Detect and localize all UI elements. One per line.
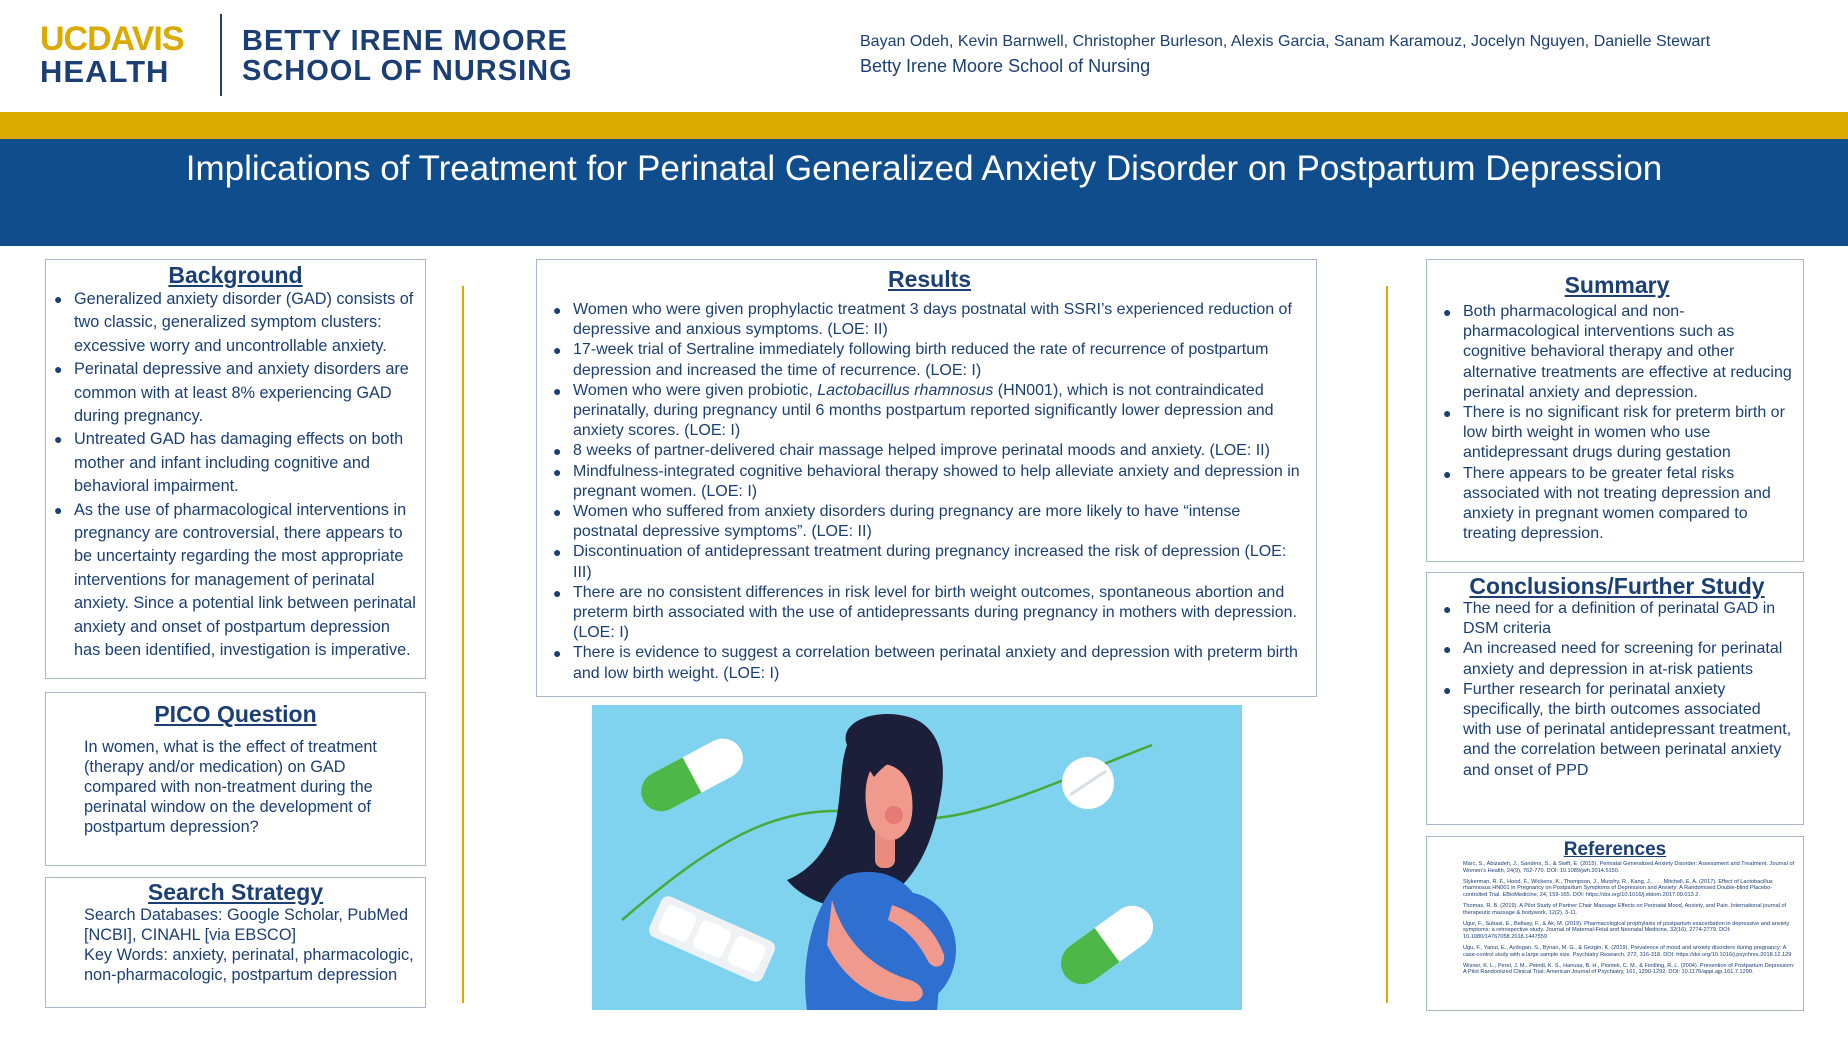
conclusions-panel: [1426, 572, 1804, 825]
gold-band: [0, 112, 1848, 139]
pico-heading: PICO Question: [154, 701, 317, 727]
results-panel: [536, 259, 1317, 697]
column-divider-left: [462, 286, 464, 1003]
summary-heading: Summary: [1564, 272, 1670, 298]
reference-entry: Wisner, K. L., Perel, J. M., Peindl, K. S., Hanusa, B. H., Piontek, C. M., & Findling, R. L. (2004). Prevention of Postpartum Depression: A Pilot Randomized Clinical Trial. American Journal of Psychiatry, 161, 1290-1292. DOI: 10.1176/appi.ajp.161.7.1290.: [1463, 962, 1795, 976]
reference-entry: Thomas, R. B. (2019). A Pilot Study of Partner Chair Massage Effects on Perinatal Mood, Anxiety, and Pain. International journal of therapeutic massage & bodywork, 12(2), 3-11.: [1463, 902, 1787, 916]
results-item: ● Women who were given prophylactic treatment 3 days postnatal with SSRI’s experienced reduction of depressive and anxious symptoms. (LOE: II): [551, 300, 1308, 340]
school-name: BETTY IRENE MOORE SCHOOL OF NURSING: [242, 25, 573, 87]
conclusions-item: ● An increased need for screening for perinatal anxiety and depression in at-risk patients: [1441, 639, 1793, 679]
background-panel: [45, 259, 426, 679]
results-item: ● 17-week trial of Sertraline immediately following birth reduced the rate of recurrence of postpartum depression and increased the time of recurrence. (LOE: I): [551, 340, 1308, 380]
reference-entry: Slykerman, R. F., Hood, F., Wickens, K., Thompson, J., Murphy, R., Kang, J., . . . Mitchell, E. A. (2017). Effect of Lactobacillus rhamnosus HN001 in Pregnancy on Postpartum Symptoms of Depression and Anxiety: A Randomised Double-blind Placebo-controlled Trial. EBioMedicine, 24, 159-165. DOI: https://doi.org/10.1016/j.ebiom.2017.09.013 2.: [1463, 878, 1773, 899]
pregnant-woman-illustration: [592, 705, 1242, 1010]
probiotic-name: Lactobacillus rhamnosus: [817, 381, 994, 399]
background-item: ● Untreated GAD has damaging effects on both mother and infant including cognitive and behavioral impairment.: [52, 428, 419, 498]
reference-entry: Ugu, F., Yanut, E., Aydogan, S., Bynan, M. G., & Gezgin, K. (2019). Prevalence of mood and anxiety disorders during pregnancy: A case-control study with a large sample size. Psychiatry Research, 272, 316-318. DOI: https://doi.org/10.1016/j.psychres.2018.12.129: [1463, 944, 1792, 958]
summary-panel: [1426, 259, 1804, 562]
background-heading: Background: [168, 262, 303, 288]
search-databases: Search Databases: Google Scholar, PubMed [NCBI], CINAHL [via EBSCO]: [84, 906, 409, 944]
results-item: ● 8 weeks of partner-delivered chair massage helped improve perinatal moods and anxiety. (LOE: II): [551, 441, 1308, 461]
results-item: ● Discontinuation of antidepressant treatment during pregnancy increased the risk of depression (LOE: III): [551, 542, 1308, 582]
conclusions-heading: Conclusions/Further Study: [1469, 573, 1765, 599]
results-item: ● Mindfulness-integrated cognitive behavioral therapy showed to help alleviate anxiety and depression in pregnant women. (LOE: I): [551, 462, 1308, 502]
ucdavis-health-logo: UCDAVIS HEALTH: [40, 20, 184, 89]
reference-entry: Ugur, F., Subasi, E., Beltasy, F., & Ak, M. (2019). Pharmacological prophylaxis of postpartum exacerbation in depressive and anxiety symptoms: a retrospective study. Journal of Maternal-Fetal and Neonatal Medicine, 32(16), 2774-2779. DOI: 10.1080/14767058.2018.1447559: [1463, 920, 1790, 941]
poster-header: [0, 0, 1848, 112]
background-item: ● Generalized anxiety disorder (GAD) consists of two classic, generalized symptom clusters: excessive worry and uncontrollable anxiety.: [52, 288, 419, 358]
conclusions-item: ● The need for a definition of perinatal GAD in DSM criteria: [1441, 599, 1793, 639]
pico-question: In women, what is the effect of treatment (therapy and/or medication) on GAD compared with non-treatment during the perinatal window on the development of postpartum depression?: [84, 738, 377, 836]
summary-item: ● Both pharmacological and non-pharmacological interventions such as cognitive behavioral therapy and other alternative treatments are effective at reducing perinatal anxiety and depression.: [1441, 302, 1793, 403]
column-divider-right: [1386, 286, 1388, 1003]
conclusions-item: ● Further research for perinatal anxiety specifically, the birth outcomes associated with use of perinatal antidepressant treatment, and the correlation between perinatal anxiety and onset of PPD: [1441, 680, 1793, 781]
references-panel: [1426, 836, 1804, 1011]
search-heading: Search Strategy: [147, 879, 324, 905]
background-item: ● Perinatal depressive and anxiety disorders are common with at least 8% experiencing GAD during pregnancy.: [52, 358, 419, 428]
reference-entry: Marc, S., Abizadeh, J., Sanders, S., & Swift, E. (2015). Perinatal Generalized Anxiety Disorder: Assessment and Treatment. Journal of Women's Health, 24(9), 762-770. DOI: 10.1089/jwh.2014.5150.: [1463, 861, 1795, 874]
results-item: ● Women who were given probiotic, Lactobacillus rhamnosus (HN001), which is not contraindicated perinatally, during pregnancy until 6 months postpartum reported significantly lower depression and anxiety scores. (LOE: I): [551, 381, 1308, 442]
search-strategy-panel: [45, 877, 426, 1008]
poster-title: Implications of Treatment for Perinatal Generalized Anxiety Disorder on Postpartum Depression: [185, 149, 1663, 188]
pico-panel: [45, 692, 426, 866]
background-item: ● As the use of pharmacological interventions in pregnancy are controversial, there appears to be uncertainty regarding the most appropriate interventions for management of perinatal anxiety. Since a potential link between perinatal anxiety and onset of postpartum depression has been identified, investigation is imperative.: [52, 499, 419, 663]
affiliation: Betty Irene Moore School of Nursing: [860, 56, 1151, 76]
logo-divider: [220, 14, 222, 96]
authors: Bayan Odeh, Kevin Barnwell, Christopher Burleson, Alexis Garcia, Sanam Karamouz, Jocelyn Nguyen, Danielle Stewart: [860, 33, 1711, 50]
summary-item: ● There appears to be greater fetal risks associated with not treating depression and anxiety in pregnant women compared to treating depression.: [1441, 464, 1793, 545]
results-heading: Results: [887, 266, 972, 292]
results-item: ● Women who suffered from anxiety disorders during pregnancy are more likely to have “intense postnatal depressive symptoms”. (LOE: II): [551, 502, 1308, 542]
search-keywords: Key Words: anxiety, perinatal, pharmacologic, non-pharmacologic, postpartum depression: [84, 946, 414, 984]
references-heading: References: [1563, 839, 1667, 860]
results-item: ● There is evidence to suggest a correlation between perinatal anxiety and depression with preterm birth and low birth weight. (LOE: I): [551, 643, 1308, 683]
results-item: ● There are no consistent differences in risk level for birth weight outcomes, spontaneous abortion and preterm birth associated with the use of antidepressants during pregnancy in mothers with depression. (LOE: I): [551, 583, 1308, 644]
summary-item: ● There is no significant risk for preterm birth or low birth weight in women who use antidepressant drugs during gestation: [1441, 403, 1793, 464]
